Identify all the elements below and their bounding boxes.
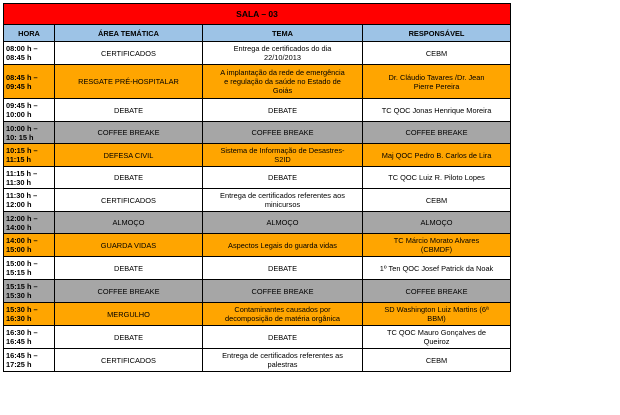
time-cell: 11:30 h – 12:00 h [4,189,55,212]
area-cell: DEBATE [55,257,203,280]
tema-cell: Entrega de certificados do dia 22/10/2013 [203,42,363,65]
area-cell: CERTIFICADOS [55,42,203,65]
schedule-table [3,3,511,372]
table-row [4,234,511,257]
area-cell: DEFESA CIVIL [55,144,203,167]
area-cell: CERTIFICADOS [55,189,203,212]
table-row [4,99,511,122]
tema-cell: DEBATE [203,167,363,189]
table-row [4,212,511,234]
responsavel-cell: COFFEE BREAKE [363,122,511,144]
tema-cell: A implantação da rede de emergência e regulação da saúde no Estado de Goiás [203,65,363,99]
responsavel-cell: TC QOC Mauro Gonçalves de Queiroz [363,326,511,349]
tema-cell: COFFEE BREAKE [203,280,363,303]
time-cell: 08:45 h – 09:45 h [4,65,55,99]
area-cell: ALMOÇO [55,212,203,234]
area-cell: RESGATE PRÉ-HOSPITALAR [55,65,203,99]
table-row [4,189,511,212]
time-cell: 10:00 h – 10: 15 h [4,122,55,144]
responsavel-cell: Maj QOC Pedro B. Carlos de Lira [363,144,511,167]
table-row [4,167,511,189]
header-tema: TEMA [203,25,363,42]
tema-cell: Entrega de certificados referentes aos minicursos [203,189,363,212]
title-row [4,4,511,25]
time-cell: 10:15 h – 11:15 h [4,144,55,167]
area-cell: COFFEE BREAKE [55,280,203,303]
responsavel-cell: TC Márcio Morato Alvares (CBMDF) [363,234,511,257]
tema-cell: COFFEE BREAKE [203,122,363,144]
header-responsavel: RESPONSÁVEL [363,25,511,42]
table-row [4,42,511,65]
time-cell: 16:30 h – 16:45 h [4,326,55,349]
time-cell: 16:45 h – 17:25 h [4,349,55,372]
room-title: SALA – 03 [4,4,511,25]
tema-cell: Sistema de Informação de Desastres- S2ID [203,144,363,167]
table-row [4,349,511,372]
table-row [4,65,511,99]
responsavel-cell: CEBM [363,349,511,372]
responsavel-cell: COFFEE BREAKE [363,280,511,303]
responsavel-cell: 1º Ten QOC Josef Patrick da Noak [363,257,511,280]
responsavel-cell: ALMOÇO [363,212,511,234]
header-row [4,25,511,42]
time-cell: 08:00 h – 08:45 h [4,42,55,65]
table-row [4,326,511,349]
time-cell: 11:15 h – 11:30 h [4,167,55,189]
tema-cell: Entrega de certificados referentes as palestras [203,349,363,372]
area-cell: GUARDA VIDAS [55,234,203,257]
time-cell: 15:00 h – 15:15 h [4,257,55,280]
area-cell: MERGULHO [55,303,203,326]
responsavel-cell: TC QOC Luiz R. Piloto Lopes [363,167,511,189]
table-row [4,280,511,303]
area-cell: DEBATE [55,326,203,349]
tema-cell: Contaminantes causados por decomposição de matéria orgânica [203,303,363,326]
tema-cell: DEBATE [203,257,363,280]
tema-cell: Aspectos Legais do guarda vidas [203,234,363,257]
time-cell: 12:00 h – 14:00 h [4,212,55,234]
header-area: ÁREA TEMÁTICA [55,25,203,42]
tema-cell: DEBATE [203,99,363,122]
time-cell: 14:00 h – 15:00 h [4,234,55,257]
table-row [4,122,511,144]
tema-cell: DEBATE [203,326,363,349]
area-cell: CERTIFICADOS [55,349,203,372]
time-cell: 09:45 h – 10:00 h [4,99,55,122]
area-cell: DEBATE [55,167,203,189]
responsavel-cell: SD Washington Luiz Martins (6ª BBM) [363,303,511,326]
time-cell: 15:30 h – 16:30 h [4,303,55,326]
time-cell: 15:15 h – 15:30 h [4,280,55,303]
responsavel-cell: CEBM [363,189,511,212]
table-row [4,144,511,167]
area-cell: COFFEE BREAKE [55,122,203,144]
table-row [4,257,511,280]
responsavel-cell: Dr. Cláudio Tavares /Dr. Jean Pierre Pereira [363,65,511,99]
tema-cell: ALMOÇO [203,212,363,234]
area-cell: DEBATE [55,99,203,122]
responsavel-cell: CEBM [363,42,511,65]
header-hora: HORA [4,25,55,42]
responsavel-cell: TC QOC Jonas Henrique Moreira [363,99,511,122]
table-row [4,303,511,326]
